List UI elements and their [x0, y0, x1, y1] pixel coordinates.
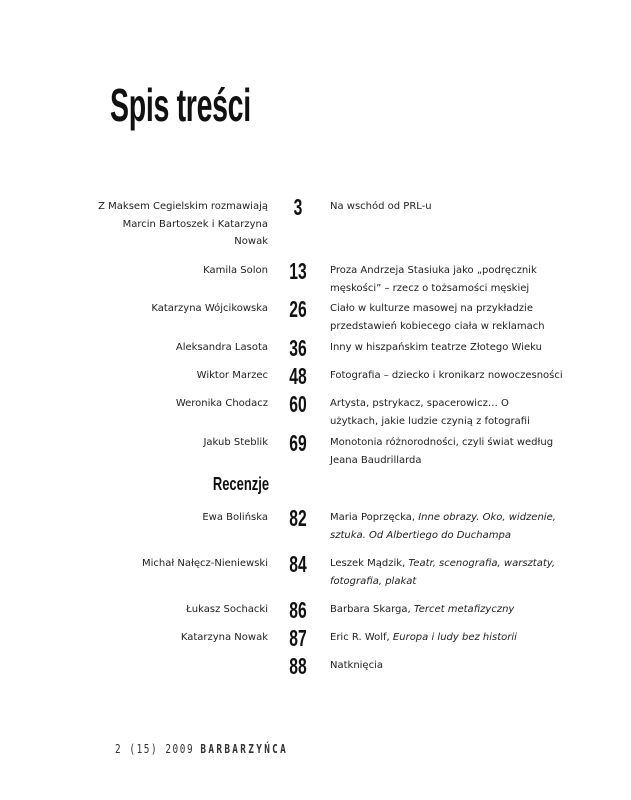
entry-title: Monotonia różnorodności, czyli świat według Jeana Baudrillarda [330, 437, 554, 466]
page-title: Spis treści [110, 79, 251, 131]
entry-title: Artysta, pstrykacz, spacerowicz… O użytkach, jakie ludzie czynią z fotografii [330, 398, 530, 427]
reviewed-title: Tercet metafizyczny [413, 604, 515, 615]
entry-author: Ewa Bolińska [202, 512, 268, 523]
entry-author: Wiktor Marzec [196, 370, 268, 381]
reviewed-author: Leszek Mądzik, [330, 558, 409, 569]
entry-author: Z Maksem Cegielskim rozmawiają Marcin Bartoszek i Katarzyna Nowak [98, 201, 268, 247]
entry-title: Proza Andrzeja Stasiuka jako „podręcznik męskości” – rzecz o tożsamości męskiej [330, 265, 537, 294]
reviewed-author: Barbara Skarga, [330, 604, 414, 615]
entry-title: Fotografia – dziecko i kronikarz nowoczesności [330, 370, 563, 381]
entry-page-number: 86 [289, 597, 307, 623]
reviews-heading: Recenzje [212, 474, 269, 494]
magazine-name: BARBARZYŃCA [200, 742, 289, 756]
reviewed-title: Inne obrazy. Oko, widzenie, sztuka. Od Albertiego do Duchampa [330, 512, 556, 541]
entry-page-number: 84 [289, 551, 307, 577]
reviewed-title: Teatr, scenografia, warsztaty, fotografia, plakat [330, 558, 556, 587]
entry-title [330, 629, 580, 647]
entry-title [330, 657, 580, 675]
entry-page-number: 60 [289, 391, 307, 417]
entry-author: Weronika Chodacz [175, 398, 268, 409]
entry-author: Katarzyna Nowak [180, 632, 268, 643]
entry-page-number: 88 [289, 653, 307, 679]
entry-page-number: 87 [289, 625, 307, 651]
entry-title [330, 601, 580, 619]
reviewed-author: Maria Poprzęcka, [330, 512, 419, 523]
entry-author: Łukasz Sochacki [186, 604, 268, 615]
entry-title: Na wschód od PRL-u [330, 201, 432, 212]
entry-title [330, 555, 570, 590]
entry-page-number: 36 [289, 335, 307, 361]
entry-author: Kamila Solon [203, 265, 268, 276]
issue-number: 2 (15) 2009 [115, 742, 195, 756]
entry-author: Katarzyna Wójcikowska [151, 303, 268, 314]
entry-title [330, 509, 570, 544]
entry-page-number: 82 [289, 505, 307, 531]
entry-page-number: 3 [293, 194, 303, 220]
reviewed-author: Natknięcia [330, 660, 383, 671]
entry-author: Michał Nałęcz-Nieniewski [142, 558, 268, 569]
entry-page-number: 13 [289, 258, 307, 284]
entry-page-number: 48 [289, 363, 307, 389]
entry-title: Ciało w kulturze masowej na przykładzie przedstawień kobiecego ciała w reklamach [330, 303, 545, 332]
entry-author: Aleksandra Lasota [175, 342, 268, 353]
entry-author: Jakub Steblik [203, 437, 268, 448]
entry-page-number: 69 [289, 430, 307, 456]
entry-page-number: 26 [289, 296, 307, 322]
reviewed-author: Eric R. Wolf, [330, 632, 393, 643]
page-footer [115, 742, 288, 756]
reviewed-title: Europa i ludy bez historii [392, 632, 517, 643]
entry-title: Inny w hiszpańskim teatrze Złotego Wieku [330, 342, 542, 353]
